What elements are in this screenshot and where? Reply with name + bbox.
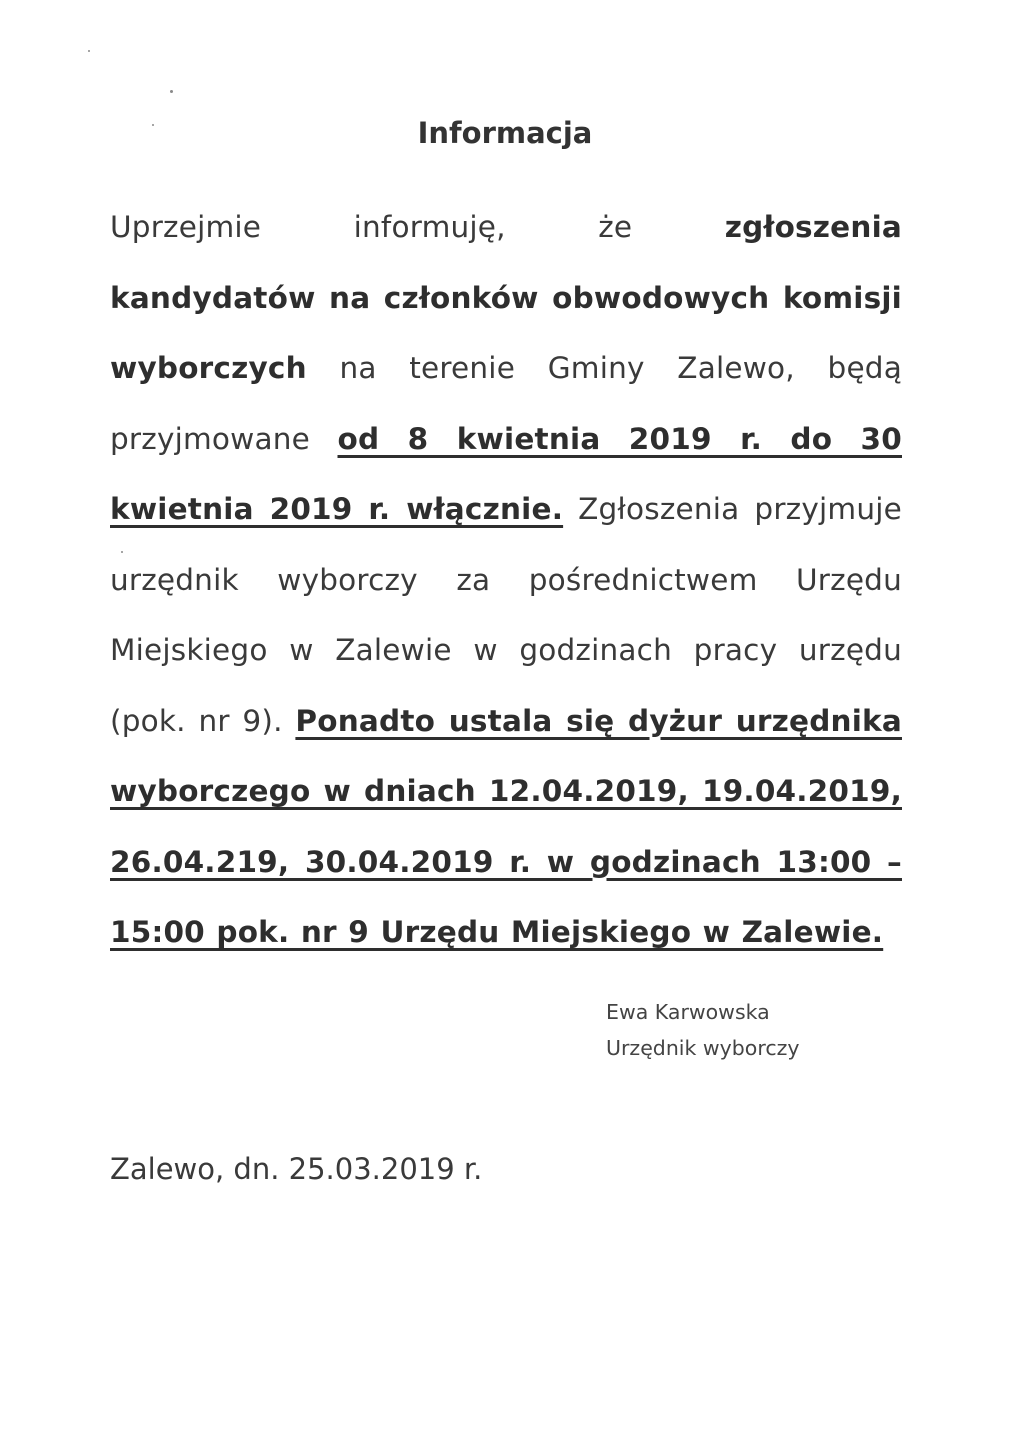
text-segment: Uprzejmie informuję, że (110, 210, 725, 244)
emphasized-text: zgłoszenia (724, 210, 902, 244)
emphasized-text: Ponadto ustala się dyżur urzędnika (295, 703, 902, 738)
emphasized-text: 15:00 pok. nr 9 Urzędu Miejskiego w Zalewie. (110, 915, 884, 949)
text-segment: (pok. nr 9). (110, 703, 296, 738)
text-segment: przyjmowane (110, 421, 338, 456)
body-paragraph (110, 192, 902, 968)
scan-speck (152, 124, 154, 126)
paragraph-line (110, 333, 902, 404)
text-segment: na terenie Gminy Zalewo, będą (306, 351, 902, 385)
emphasized-text: 26.04.219, 30.04.2019 r. w godzinach 13:00 – (110, 844, 902, 879)
signature-name: Ewa Karwowska (606, 1000, 770, 1024)
document-title: Informacja (417, 116, 593, 150)
text-segment: Zgłoszenia przyjmuje (563, 492, 902, 526)
emphasized-text: kwietnia 2019 r. włącznie. (110, 492, 564, 526)
paragraph-line (110, 897, 902, 968)
emphasized-text: wyborczego w dniach 12.04.2019, 19.04.2019, (110, 774, 902, 808)
emphasized-text: wyborczych (110, 351, 307, 385)
paragraph-line (110, 756, 902, 827)
paragraph-line (110, 404, 902, 475)
signature-block (606, 994, 800, 1066)
text-segment: urzędnik wyborczy za pośrednictwem Urzędu (110, 562, 902, 597)
paragraph-line (110, 192, 902, 263)
paragraph-line (110, 263, 902, 334)
text-segment: Miejskiego w Zalewie w godzinach pracy urzędu (110, 633, 902, 667)
paragraph-line (110, 615, 902, 686)
signature-role: Urzędnik wyborczy (606, 1036, 800, 1060)
emphasized-text: od 8 kwietnia 2019 r. do 30 (337, 421, 902, 456)
paragraph-line (110, 827, 902, 898)
scan-speck (88, 50, 90, 52)
paragraph-line (110, 474, 902, 545)
scan-speck (170, 90, 173, 93)
paragraph-line (110, 545, 902, 616)
paragraph-line (110, 686, 902, 757)
scan-speck (121, 551, 123, 553)
emphasized-text: kandydatów na członków obwodowych komisji (110, 280, 902, 315)
place-date: Zalewo, dn. 25.03.2019 r. (110, 1152, 483, 1186)
